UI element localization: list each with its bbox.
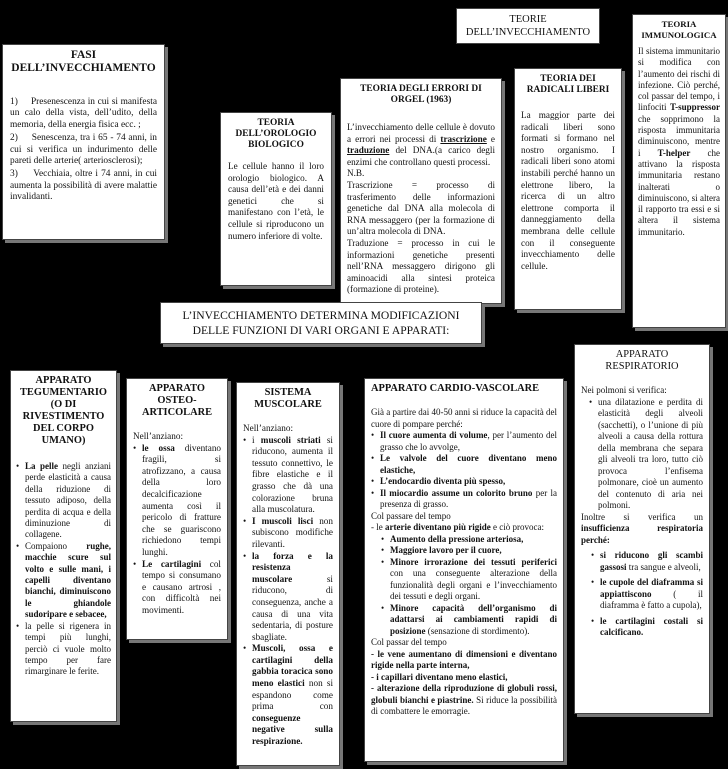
fasi-item: 1) Presenescenza in cui si manifesta un calo della vista, dell’udito, della memoria, della energia fisica ecc. ; [10, 97, 158, 130]
tegumentario-title: APPARATO TEGUMENTARIO (O DI RIVESTIMENTO DEL CORPO UMANO) [20, 375, 107, 446]
orgel-traduzione: Traduzione = processo in cui le informazioni genetiche presenti nell’RNA messaggero dirigono gli aminoacidi alla sintesi proteica (formazione di proteine). [347, 237, 495, 295]
orgel-trascrizione: Trascrizione = processo di trasferimento delle informazioni genetiche dal DNA alla molecola di RNA messaggero (per la formazione di un’altra molecola di DNA. [347, 179, 495, 237]
list-item: • Aumento della pressione arteriosa, [381, 534, 557, 546]
radicali-title: TEORIA DEI RADICALI LIBERI [526, 74, 610, 95]
list-item: • i muscoli striati si riducono, aumenta il tessuto connettivo, le fibre elastiche e il grasso che dà una colorazione bruna alla muscolatura. [243, 435, 333, 516]
teorie-header [456, 8, 600, 44]
list-item: • I muscoli lisci non subiscono modifiche rilevanti. [243, 516, 333, 551]
list-item: • Le cartilagini col tempo si consumano e causano artrosi , con difficoltà nei movimenti. [133, 559, 221, 617]
immuno-box [632, 14, 726, 328]
fasi-title: FASI DELL’INVECCHIAMENTO [11, 49, 156, 74]
orgel-text: L’invecchiamento delle cellule è dovuto a errori nei processi di trascrizione e traduzione del DNA.(a carico degli enzimi che controllano questi processi. N.B. Trascrizione = processo di trasferimento delle informazioni genetiche dal DNA alla molecola di RNA messaggero (per la formazione di un’altra molecola di DNA. Traduzione = processo in cui le informazioni genetiche presenti nell’RNA messaggero dirigono gli aminoacidi alla sintesi proteica (formazione di proteine). [347, 122, 495, 295]
orgel-title: TEORIA DEGLI ERRORI DI ORGEL (1963) [360, 84, 482, 105]
cardio-list-1 [371, 430, 557, 511]
list-item: • Maggiore lavoro per il cuore, [381, 545, 557, 557]
list-item: • si riducono gli scambi gassosi tra sangue e alveoli, [591, 550, 703, 573]
immuno-text: Il sistema immunitario si modifica con l’aumento dei rischi di infezione. Ciò perché, col passar del tempo, i linfociti T-suppressor che sopprimono la risposta immunitaria diminuiscono, mentre i T-helper che attivano la risposta immunitaria restano inalterati o diminuiscono, si altera il rapporto tra essi e si altera il sistema immunitario. [638, 46, 720, 237]
cardio-title: APPARATO CARDIO-VASCOLARE [371, 383, 540, 394]
orologio-text: Le cellule hanno il loro orologio biologico. A causa dell’età e dei danni genetici che si manifestano con l’età, le cellule si riproducono un numero inferiore di volte. [228, 161, 324, 241]
tegumentario-list [16, 461, 111, 678]
osteo-title: APPARATO OSTEO-ARTICOLARE [141, 383, 213, 418]
respiratorio-text: Nei polmoni si verifica: • una dilatazione e perdita di elasticità degli alveoli (sacchetti), o l’unione di più alveoli a causa della rottura della membrana che separa gli alveoli tra loro, tutto ciò provoca l’enfisema polmonare, cioè un aumento del contenuto di aria nei polmoni. Inoltre si verifica un insufficienza respiratoria perché: • si riducono gli scambi gassosi tra sangue e alveoli, • le cupole del diaframma si appiattiscono ( il diaframma è fatto a cupola), • le cartilagini costali si calcificano. [581, 385, 703, 639]
fasi-box [2, 44, 165, 240]
immuno-title: TEORIA IMMUNOLOGICA [641, 19, 717, 40]
list-item: • Compaiono rughe, macchie scure sul volto e sulle mani, i capelli diventano bianchi, diminuiscono le ghiandole sudoripare e sebacee, [16, 541, 111, 621]
fasi-item: 2) Senescenza, tra i 65 - 74 anni, in cui si verifica un indurimento delle pareti delle arterie( arteriosclerosi); [10, 133, 157, 167]
radicali-text: La maggior parte dei radicali liberi sono formati si formano nel nostro organismo. I radicali liberi sono atomi instabili perché hanno un elettrone libero, la ricerca di un altro elettrone comporta il danneggiamento della membrana delle cellule con il conseguente invecchiamento delle cellule. [521, 110, 615, 271]
orologio-box [220, 112, 332, 286]
muscolare-intro: Nell’anziano: [243, 423, 293, 433]
list-item: • la pelle si rigenera in tempi più lunghi, perciò ci vuole molto tempo per fare rimarginare le ferite. [16, 621, 111, 678]
list-item: • L’endocardio diventa più spesso, [371, 476, 557, 488]
list-item: • una dilatazione e perdita di elasticità degli alveoli (sacchetti), o l’unione di più alveoli a causa della rottura della membrana che separa gli alveoli tra loro, tutto ciò provoca l’enfisema polmonare, cioè un aumento del contenuto di aria nei polmoni. [589, 397, 703, 512]
teorie-header-text: TEORIE DELL’INVECCHIAMENTO [465, 14, 591, 38]
osteo-box [126, 378, 228, 640]
list-item: • la forza e la resistenza muscolare si riducono, di conseguenza, anche a causa di una vita sedentaria, di posture sbagliate. [243, 551, 333, 644]
list-item: • le ossa diventano fragili, si atrofizzano, a causa della loro decalcificazione aumenta così il pericolo di fratture che se guariscono richiedono tempi lunghi. [133, 443, 221, 559]
list-item: • Muscoli, ossa e cartilagini della gabbia toracica sono meno elastici non si espandono come prima con conseguenze negative sulla respirazione. [243, 643, 333, 747]
list-item: • La pelle negli anziani perde elasticità a causa della riduzione di tessuto adiposo, della perdita di acqua e della diminuzione di collagene. [16, 461, 111, 541]
central-title: L’INVECCHIAMENTO DETERMINA MODIFICAZIONI DELLE FUNZIONI DI VARI ORGANI E APPARATI: [182, 309, 460, 337]
respiratorio-list-1 [581, 397, 703, 512]
orologio-title: TEORIA DELL’OROLOGIO BIOLOGICO [235, 118, 317, 150]
tegumentario-box [10, 370, 117, 722]
osteo-intro: Nell’anziano: [133, 431, 183, 441]
central-title-box [160, 302, 482, 344]
cardio-box [364, 378, 564, 762]
muscolare-box [236, 382, 340, 766]
osteo-list [133, 443, 221, 617]
list-item: • Minore capacità dell’organismo di adattarsi ai cambiamenti rapidi di posizione (sensazione di stordimento). [381, 603, 557, 638]
respiratorio-title: APPARATO RESPIRATORIO [605, 349, 679, 372]
fasi-list [10, 97, 157, 204]
muscolare-list [243, 435, 333, 748]
list-item: • le cartilagini costali si calcificano. [591, 616, 703, 639]
list-item: • Il cuore aumenta di volume, per l’aumento del grasso che lo avvolge, [371, 430, 557, 453]
respiratorio-list-2 [581, 550, 703, 639]
list-item: • Le valvole del cuore diventano meno elastiche, [371, 453, 557, 476]
cardio-text: Già a partire dai 40-50 anni si riduce la capacità del cuore di pompare perché: • Il cuore aumenta di volume, per l’aumento del grasso che lo avvolge, • Le valvole del cuore diventano meno elastiche, • L’endocardio diventa più spesso, • Il miocardio assume un colorito bruno per la presenza di grasso. Col passare del tempo - le arterie diventano più rigide e ciò provoca: • Aumento della pressione arteriosa, • Maggiore lavoro per il cuore, • Minore irrorazione dei tessuti periferici con una conseguente alterazione della funzionalità degli organi e l’invecchiamento dei tessuti e degli organi. • Minore capacità dell’organismo di adattarsi ai cambiamenti rapidi di posizione (sensazione di stordimento). Col passar del tempo - le vene aumentano di dimensioni e diventano rigide nella parte interna, - i capillari diventano meno elastici, - alterazione della riproduzione di globuli rossi, globuli bianchi e piastrine. Si riduce la possibilità di combattere le emorragie. [371, 407, 557, 718]
cardio-list-2 [371, 534, 557, 638]
list-item: • Minore irrorazione dei tessuti periferici con una conseguente alterazione della funzionalità degli organi e l’invecchiamento dei tessuti e degli organi. [381, 557, 557, 603]
muscolare-title: SISTEMA MUSCOLARE [254, 387, 322, 410]
fasi-item: 3) Vecchiaia, oltre i 74 anni, in cui aumenta la possibilità di avere malattie invalidanti. [10, 169, 158, 203]
radicali-box [514, 68, 622, 310]
orgel-nb: N.B. [347, 168, 365, 179]
list-item: • Il miocardio assume un colorito bruno per la presenza di grasso. [371, 488, 557, 511]
respiratorio-box [574, 344, 710, 714]
list-item: • le cupole del diaframma si appiattiscono ( il diaframma è fatto a cupola), [591, 577, 703, 612]
orgel-box [340, 78, 502, 304]
